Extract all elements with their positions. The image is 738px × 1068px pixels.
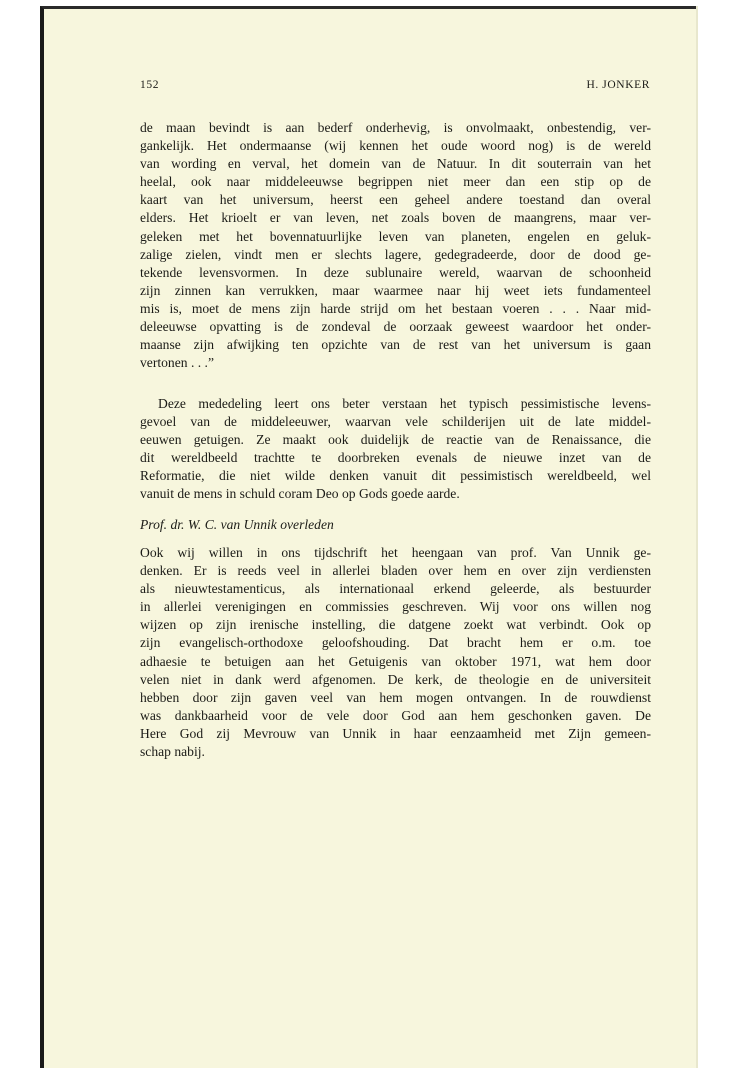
text-line: vanuit de mens in schuld coram Deo op Gods goede aarde. bbox=[140, 486, 460, 502]
text-line: eeuwen getuigen. Ze maakt ook duidelijk de reactie van de Renaissance, die bbox=[140, 432, 651, 448]
text-line: Reformatie, die niet wilde denken vanuit dit pessimistisch wereldbeeld, wel bbox=[140, 468, 651, 484]
text-line: kaart van het universum, heerst een geheel andere toestand dan overal bbox=[140, 192, 651, 208]
text-line: elders. Het krioelt er van leven, net zoals boven de maangrens, maar ver- bbox=[140, 210, 651, 226]
page-edge bbox=[696, 6, 698, 1068]
text-line: de maan bevindt is aan bederf onderhevig, is onvolmaakt, onbestendig, ver- bbox=[140, 120, 651, 135]
paragraph-continued bbox=[140, 119, 651, 372]
running-head: H. JONKER bbox=[586, 79, 650, 91]
text-line: denken. Er is reeds veel in allerlei bladen over hem en over zijn verdiensten bbox=[140, 563, 651, 579]
page-number: 152 bbox=[140, 79, 160, 91]
text-line: zalige zielen, vindt men er slechts lagere, gedegradeerde, door de dood ge- bbox=[140, 246, 651, 262]
text-line: Ook wij willen in ons tijdschrift het heengaan van prof. Van Unnik ge- bbox=[140, 545, 651, 560]
text-line: mis is, moet de mens zijn harde strijd om het bestaan voeren . . . Naar mid- bbox=[140, 300, 651, 316]
section-heading: Prof. dr. W. C. van Unnik overleden bbox=[140, 517, 334, 532]
text-line: heelal, ook naar middeleeuwse begrippen niet meer dan een stip op de bbox=[140, 174, 651, 190]
text-line: schap nabij. bbox=[140, 744, 205, 760]
text-line: tekende levensvormen. In deze sublunaire wereld, waarvan de schoonheid bbox=[140, 264, 651, 280]
paragraph-obituary bbox=[140, 544, 651, 761]
text-line: als nieuwtestamenticus, als internationaal erkend geleerde, als bestuurder bbox=[140, 581, 651, 597]
text-line: vertonen . . .” bbox=[140, 355, 214, 371]
text-line: Here God zij Mevrouw van Unnik in haar eenzaamheid met Zijn gemeen- bbox=[140, 725, 651, 741]
page-header bbox=[140, 79, 650, 99]
paragraph-commentary bbox=[140, 395, 651, 504]
text-line: gankelijk. Het ondermaanse (wij kennen het oude woord nog) is de wereld bbox=[140, 138, 651, 154]
text-line: zijn zinnen kan verrukken, maar waarmee naar hij weet iets fundamenteel bbox=[140, 282, 651, 298]
text-line: hebben door zijn gaven veel van hem mogen ontvangen. In de rouwdienst bbox=[140, 689, 651, 705]
text-line: maanse zijn afwijking ten opzichte van de rest van het universum is gaan bbox=[140, 337, 651, 353]
text-line: deleeuwse opvatting is de zondeval de oorzaak geweest waardoor het onder- bbox=[140, 319, 651, 335]
text-line: was dankbaarheid voor de vele door God aan hem geschonken gaven. De bbox=[140, 707, 651, 723]
text-line: adhaesie te betuigen aan het Getuigenis van oktober 1971, wat hem door bbox=[140, 653, 651, 669]
text-line: van wording en verval, het domein van de Natuur. In dit souterrain van het bbox=[140, 156, 651, 172]
text-line: wijzen op zijn irenische instelling, die datgene zoekt wat verbindt. Ook op bbox=[140, 617, 651, 633]
text-line: geleken met het bovennatuurlijke leven van planeten, engelen en geluk- bbox=[140, 228, 651, 244]
text-line: in allerlei verenigingen en commissies geschreven. Wij voor ons willen nog bbox=[140, 599, 651, 615]
text-line: dit wereldbeeld trachtte te doorbreken evenals de nieuwe inzet van de bbox=[140, 450, 651, 466]
text-line: velen niet in dank werd afgenomen. De kerk, de theologie en de universiteit bbox=[140, 671, 651, 687]
text-line: gevoel van de middeleeuwer, waarvan vele schilderijen uit de late middel- bbox=[140, 414, 651, 430]
text-line: zijn evangelisch-orthodoxe geloofshouding. Dat bracht hem er o.m. toe bbox=[140, 635, 651, 651]
text-line: Deze mededeling leert ons beter verstaan het typisch pessimistische levens- bbox=[158, 396, 651, 411]
